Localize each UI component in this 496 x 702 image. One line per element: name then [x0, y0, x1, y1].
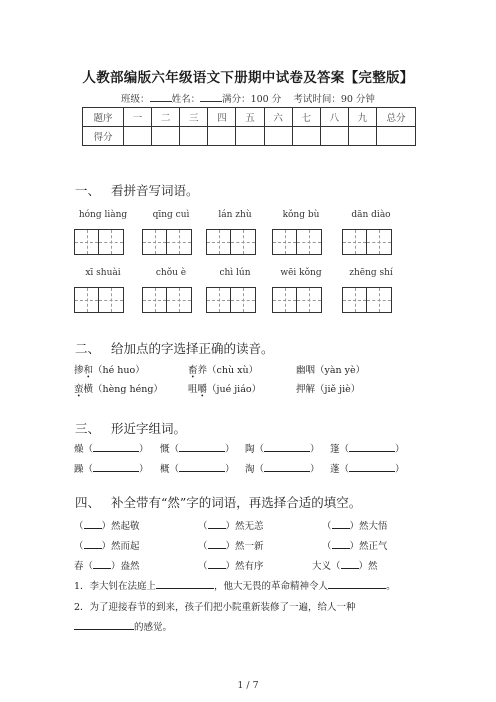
- word-group-row: 篷（ ）: [330, 444, 405, 455]
- ran-word-item: （ ）然起敬: [74, 521, 140, 532]
- score-cell[interactable]: [152, 127, 180, 146]
- writing-grid[interactable]: [142, 229, 192, 255]
- section-3-title: 形近字组词。: [111, 421, 187, 436]
- ran-word-item: （ ）然无恙: [198, 521, 264, 532]
- answer-blank[interactable]: [264, 442, 310, 452]
- writing-grid[interactable]: [272, 229, 322, 255]
- pronunciation-item: 幽咽（yàn yè）: [296, 365, 366, 376]
- pronunciation-item: 掺和（hé huo）: [74, 365, 145, 376]
- pinyin-label: dān diào: [351, 210, 391, 220]
- score-header-cell: 七: [292, 108, 320, 127]
- pinyin-label: qīng cuì: [152, 210, 190, 220]
- word-group-row: 燥（ ）: [74, 444, 149, 455]
- score-header-cell: 一: [124, 108, 152, 127]
- fill-sentence-1: 1．李大钊在法庭上 ，他大无畏的革命精神令人 。: [74, 581, 396, 592]
- answer-blank[interactable]: [332, 519, 350, 529]
- writing-grid[interactable]: [272, 287, 322, 313]
- pinyin-label: wēi kǒng: [280, 268, 322, 278]
- answer-blank[interactable]: [84, 539, 102, 549]
- section-1-number: 一、: [75, 183, 101, 198]
- score-cell[interactable]: [348, 127, 376, 146]
- score-cell[interactable]: [292, 127, 320, 146]
- pronunciation-item: 押解（jiě jiè）: [296, 384, 361, 395]
- pinyin-label: kǒng bù: [282, 210, 320, 220]
- score-table-header: [83, 108, 416, 127]
- ran-word-item: （ ）然大悟: [322, 521, 388, 532]
- score-header-cell: 五: [236, 108, 264, 127]
- answer-blank[interactable]: [208, 559, 226, 569]
- score-header-cell: 九: [348, 108, 376, 127]
- word-group-row: 陶（ ）: [245, 444, 320, 455]
- score-header-cell: 四: [208, 108, 236, 127]
- word-group-row: 淘（ ）: [245, 464, 320, 475]
- page-number: 1 / 7: [237, 680, 259, 691]
- word-group-row: 概（ ）: [160, 464, 235, 475]
- section-1-heading: [75, 181, 199, 199]
- word-group-row: 躁（ ）: [74, 464, 149, 475]
- score-header-cell: 三: [180, 108, 208, 127]
- score-header-cell: 二: [152, 108, 180, 127]
- writing-grid[interactable]: [142, 287, 192, 313]
- score-row-label: 得分: [83, 127, 124, 146]
- ran-word-item: 春（ ）盎然: [74, 561, 140, 572]
- pinyin-label: chǒu è: [155, 268, 187, 278]
- score-cell[interactable]: [208, 127, 236, 146]
- word-group-row: 慨（ ）: [160, 444, 235, 455]
- fill-sentence-2-continued: 的感觉。: [74, 619, 172, 633]
- section-2-title: 给加点的字选择正确的读音。: [111, 341, 274, 356]
- pinyin-label: xī shuài: [85, 268, 121, 278]
- score-header-cell: 八: [320, 108, 348, 127]
- pinyin-label: lán zhù: [218, 210, 252, 220]
- section-4-title: 补全带有“然”字的词语，再选择合适的填空。: [111, 495, 362, 510]
- section-1-title: 看拼音写词语。: [111, 183, 199, 198]
- answer-blank[interactable]: [179, 442, 225, 452]
- ran-word-item: （ ）然一新: [198, 541, 264, 552]
- answer-blank[interactable]: [93, 442, 139, 452]
- writing-grid[interactable]: [74, 229, 124, 255]
- full-score: 满分：100 分: [222, 94, 282, 105]
- answer-blank[interactable]: [328, 579, 386, 589]
- score-header-cell: 总分: [377, 108, 416, 127]
- section-3-heading: [75, 419, 186, 437]
- score-cell[interactable]: [264, 127, 292, 146]
- answer-blank[interactable]: [156, 579, 214, 589]
- writing-grid[interactable]: [342, 229, 392, 255]
- score-header-cell: 六: [264, 108, 292, 127]
- name-label: 姓名：: [171, 94, 201, 105]
- page-title: 人教部编版六年级语文下册期中试卷及答案【完整版】: [82, 70, 414, 86]
- writing-grid[interactable]: [206, 287, 256, 313]
- answer-blank[interactable]: [341, 559, 359, 569]
- score-header-cell: 题序: [83, 108, 124, 127]
- exam-time: 考试时间：90 分钟: [293, 94, 375, 105]
- answer-blank[interactable]: [84, 519, 102, 529]
- word-group-row: 蓬（ ）: [330, 464, 405, 475]
- exam-info: [0, 91, 496, 105]
- section-2-number: 二、: [75, 341, 101, 356]
- ran-word-item: 大义（ ）然: [312, 561, 378, 572]
- answer-blank[interactable]: [349, 442, 395, 452]
- section-4-number: 四、: [75, 495, 101, 510]
- answer-blank[interactable]: [74, 620, 134, 630]
- answer-blank[interactable]: [332, 539, 350, 549]
- writing-grid[interactable]: [342, 287, 392, 313]
- answer-blank[interactable]: [208, 519, 226, 529]
- name-blank: [200, 92, 222, 102]
- ran-word-item: （ ）然而起: [74, 541, 140, 552]
- answer-blank[interactable]: [208, 539, 226, 549]
- answer-blank[interactable]: [93, 462, 139, 472]
- answer-blank[interactable]: [93, 559, 111, 569]
- pronunciation-item: 畜养（chù xù）: [188, 365, 259, 376]
- answer-blank[interactable]: [349, 462, 395, 472]
- score-table: [82, 107, 416, 146]
- class-blank: [150, 92, 172, 102]
- ran-word-item: （ ）然有序: [198, 561, 264, 572]
- pronunciation-item: 咀嚼（jué jiáo）: [188, 384, 262, 395]
- pinyin-label: zhēng shí: [349, 268, 393, 278]
- pinyin-label: hóng liàng: [78, 210, 128, 220]
- pinyin-label: chì lún: [219, 268, 251, 278]
- answer-blank[interactable]: [179, 462, 225, 472]
- writing-grid[interactable]: [206, 229, 256, 255]
- score-cell[interactable]: [236, 127, 264, 146]
- section-3-number: 三、: [75, 421, 101, 436]
- score-cell[interactable]: [124, 127, 152, 146]
- score-cell[interactable]: [320, 127, 348, 146]
- class-label: 班级：: [121, 94, 150, 105]
- answer-blank[interactable]: [264, 462, 310, 472]
- score-table-row: [83, 127, 416, 146]
- ran-word-item: （ ）然正气: [322, 541, 388, 552]
- section-2-heading: [75, 339, 274, 357]
- score-cell[interactable]: [180, 127, 208, 146]
- section-4-heading: [75, 493, 361, 511]
- pronunciation-item: 蛮横（hèng héng）: [74, 384, 163, 395]
- score-cell[interactable]: [377, 127, 416, 146]
- fill-sentence-2: 2．为了迎接春节的到来，孩子们把小院重新装修了一遍，给人一种: [74, 602, 356, 613]
- writing-grid[interactable]: [74, 287, 124, 313]
